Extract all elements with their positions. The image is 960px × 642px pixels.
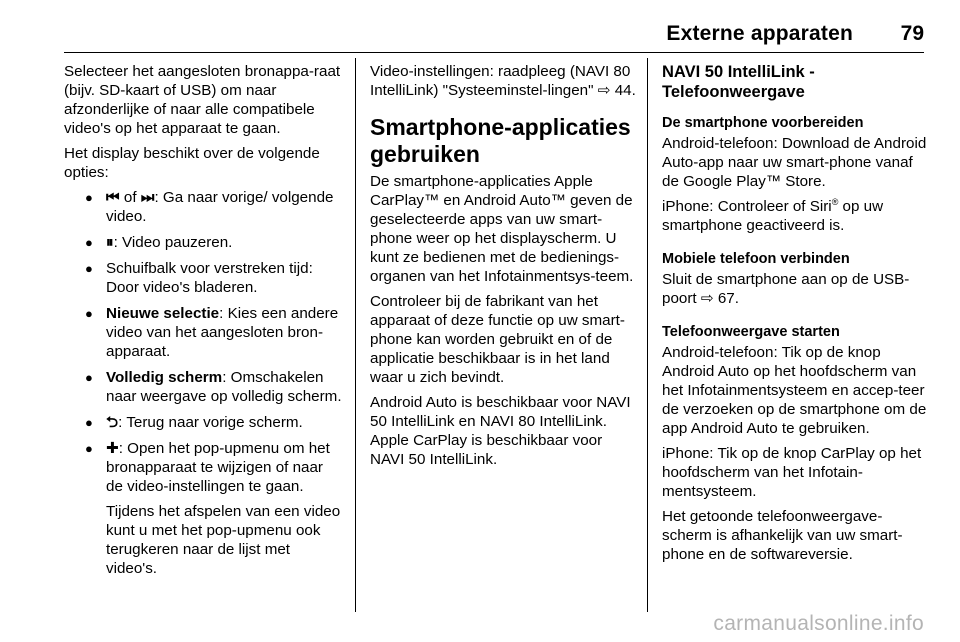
new-selection-label: Nieuwe selectie [106, 305, 220, 322]
page-number: 79 [900, 22, 924, 45]
paragraph-1: De smartphone-applicaties Apple CarPlay™ en Android Auto™ geven de geselecteerde apps van uw smart-phone weer op het displayscherm. U kunt ze bedienen met de bedienings-organen van het Infotainmentsys-teem. [370, 173, 634, 285]
section-heading-smartphone-apps: Smartphone-applicaties gebruiken [370, 114, 631, 167]
reference-page: 67. [717, 290, 739, 307]
subheading-connect: Mobiele telefoon verbinden [662, 251, 850, 267]
list-item-prev-next [64, 188, 342, 226]
column-2 [370, 62, 636, 475]
column-1 [64, 62, 342, 585]
list-item-new-selection [64, 304, 342, 361]
subheading-prepare: De smartphone voorbereiden [662, 115, 864, 131]
list-item-back [64, 413, 342, 432]
reference-page: 44. [614, 82, 636, 99]
section-prepare [662, 114, 932, 235]
start-display-note: Het getoonde telefoonweergave-scherm is afhankelijk van uw smart-phone en de softwareversie. [662, 508, 903, 563]
list-item-scroll [64, 259, 342, 297]
list-item-pause [64, 233, 342, 252]
intro-paragraph: Selecteer het aangesloten bronappa-raat (bijv. SD-kaart of USB) om naar afzonderlijke of naar alle compatibele video's op het apparaat te gaan. [64, 63, 341, 137]
back-text: : Terug naar vorige scherm. [118, 414, 303, 431]
video-settings-paragraph [370, 62, 636, 100]
bullet-icon: ● [85, 441, 93, 456]
prepare-iphone-text-b: op uw smartphone geactiveerd is. [662, 198, 884, 234]
full-screen-text: : Omschakelen naar weergave op volledig scherm. [106, 369, 342, 405]
connect-text: Sluit de smartphone aan op de USB-poort [662, 271, 910, 307]
bullet-icon: ● [85, 370, 93, 385]
full-screen-label: Volledig scherm [106, 369, 223, 386]
subheading-start: Telefoonweergave starten [662, 324, 840, 340]
prepare-android: Android-telefoon: Download de Android Auto-app naar uw smart-phone vanaf de Google Play™ Store. [662, 135, 927, 190]
paragraph-2: Controleer bij de fabrikant van het apparaat of deze functie op uw smart-phone kan worden gebruikt en of de applicatie beschikbaar is in het land waar u zich bevindt. [370, 293, 625, 386]
section-heading-phone-display: NAVI 50 IntelliLink - Telefoonweergave [662, 63, 815, 101]
plus-text: : Open het pop-upmenu om het bronapparaat te wijzigen of naar de video-instellingen te gaan. [106, 440, 330, 495]
scroll-text: Schuifbalk voor verstreken tijd: Door video's bladeren. [106, 260, 313, 296]
plus-icon: ✚ [106, 440, 119, 457]
column-3 [662, 62, 932, 579]
prepare-iphone-text-a: iPhone: Controleer of Siri [662, 198, 832, 215]
or-word: of [123, 189, 137, 206]
paragraph-3: Android Auto is beschikbaar voor NAVI 50 IntelliLink en NAVI 80 IntelliLink. Apple CarPlay is beschikbaar voor NAVI 50 IntelliLink. [370, 394, 631, 468]
column-divider-2 [647, 58, 648, 612]
connect-paragraph [662, 270, 932, 308]
video-settings-text: Video-instellingen: raadpleeg (NAVI 80 IntelliLink) "Systeeminstel-lingen" [370, 63, 631, 99]
page-header [0, 0, 960, 56]
next-track-icon: ⏭ [140, 189, 155, 206]
previous-track-icon: ⏮ [106, 189, 120, 206]
pause-text: : Video pauzeren. [113, 234, 233, 251]
registered-mark: ® [831, 196, 839, 207]
section-start [662, 323, 932, 564]
prepare-iphone [662, 197, 932, 235]
column-divider-1 [355, 58, 356, 612]
section-connect [662, 250, 932, 308]
options-intro: Het display beschikt over de volgende opties: [64, 145, 320, 181]
plus-subtext: Tijdens het afspelen van een video kunt u met het pop-upmenu ook terugkeren naar de lijst met video's. [106, 503, 341, 577]
bullet-icon: ● [85, 190, 93, 205]
list-item-plus [64, 439, 342, 578]
new-selection-text: : Kies een andere video van het aangesloten bron-apparaat. [106, 305, 339, 360]
page-title: Externe apparaten [666, 22, 853, 45]
back-arrow-icon: ⮌ [106, 414, 119, 431]
bullet-icon: ● [85, 235, 93, 250]
options-list [64, 188, 342, 578]
reference-arrow-icon: ⇨ [700, 290, 714, 307]
bullet-icon: ● [85, 261, 93, 276]
bullet-icon: ● [85, 415, 93, 430]
header-rule [64, 52, 924, 53]
watermark: carmanualsonline.info [713, 612, 924, 635]
list-item-full-screen [64, 368, 342, 406]
bullet-icon: ● [85, 306, 93, 321]
prev-next-text: : Ga naar vorige/ volgende video. [106, 189, 334, 225]
reference-arrow-icon: ⇨ [597, 82, 611, 99]
start-iphone: iPhone: Tik op de knop CarPlay op het hoofdscherm van het Infotain-mentsysteem. [662, 445, 922, 500]
start-android: Android-telefoon: Tik op de knop Android Auto op het hoofdscherm van het Infotainmentsysteem en accep-teer de verzoeken op de smartphone om de app Android Auto te gebruiken. [662, 344, 927, 437]
pause-icon: ⏸ [106, 234, 114, 251]
